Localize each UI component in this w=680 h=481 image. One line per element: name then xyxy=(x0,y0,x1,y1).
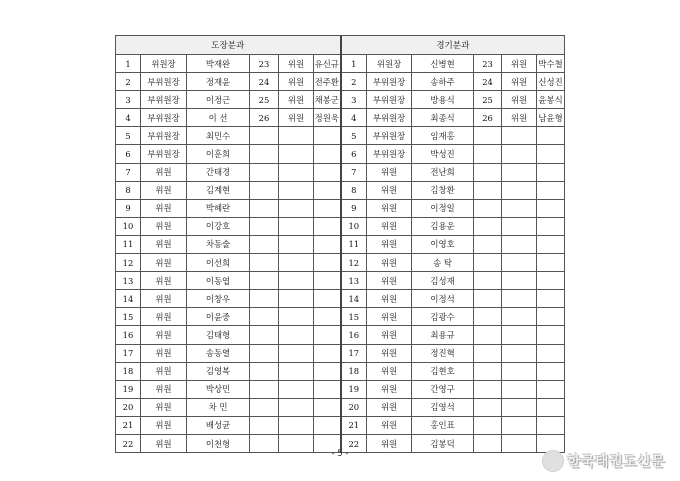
left-no-cell: 18 xyxy=(116,362,141,380)
right-name-2-cell xyxy=(537,217,565,235)
left-role-cell: 부위원장 xyxy=(141,91,187,109)
left-role-cell: 위원 xyxy=(141,181,187,199)
right-no-2-cell xyxy=(474,308,502,326)
page-number: - 5 - xyxy=(331,449,349,459)
right-no-cell: 17 xyxy=(341,344,367,362)
right-role-cell: 위원 xyxy=(367,326,412,344)
left-role-cell: 부위원장 xyxy=(141,127,187,145)
right-no-cell: 6 xyxy=(341,145,367,163)
right-name-2-cell xyxy=(537,362,565,380)
left-role-2-cell xyxy=(279,199,314,217)
left-role-cell: 위원 xyxy=(141,290,187,308)
right-role-cell: 위원 xyxy=(367,163,412,181)
table-row xyxy=(116,145,565,163)
newspaper-emblem-icon xyxy=(542,450,564,472)
left-name-2-cell xyxy=(314,272,341,290)
left-name-cell: 차 민 xyxy=(187,398,250,416)
right-name-cell: 송 탁 xyxy=(412,254,474,272)
right-name-2-cell xyxy=(537,326,565,344)
right-no-2-cell xyxy=(474,163,502,181)
left-no-cell: 17 xyxy=(116,344,141,362)
left-role-2-cell xyxy=(279,416,314,434)
table-row xyxy=(116,416,565,434)
left-name-cell: 이선희 xyxy=(187,254,250,272)
right-role-2-cell: 위원 xyxy=(502,91,537,109)
left-name-2-cell: 정원욱 xyxy=(314,109,341,127)
right-no-2-cell xyxy=(474,127,502,145)
right-role-cell: 부위원장 xyxy=(367,109,412,127)
right-role-2-cell xyxy=(502,235,537,253)
left-role-cell: 부위원장 xyxy=(141,73,187,91)
table-row xyxy=(116,109,565,127)
right-name-cell: 방용식 xyxy=(412,91,474,109)
right-name-cell: 김광수 xyxy=(412,308,474,326)
right-no-2-cell xyxy=(474,362,502,380)
right-no-cell: 7 xyxy=(341,163,367,181)
right-role-cell: 위원 xyxy=(367,416,412,434)
right-name-cell: 임재홍 xyxy=(412,127,474,145)
left-role-2-cell xyxy=(279,290,314,308)
right-no-2-cell xyxy=(474,199,502,217)
right-name-cell: 김성재 xyxy=(412,272,474,290)
left-no-2-cell xyxy=(250,290,279,308)
left-name-2-cell: 유신규 xyxy=(314,55,341,73)
right-no-2-cell xyxy=(474,290,502,308)
left-role-cell: 위원 xyxy=(141,326,187,344)
header-competition-division: 경기분과 xyxy=(341,36,565,55)
left-name-cell: 송동열 xyxy=(187,344,250,362)
left-no-2-cell xyxy=(250,199,279,217)
left-name-cell: 이정근 xyxy=(187,91,250,109)
left-name-2-cell: 전주환 xyxy=(314,73,341,91)
right-name-2-cell xyxy=(537,308,565,326)
left-no-2-cell xyxy=(250,272,279,290)
right-name-cell: 박성진 xyxy=(412,145,474,163)
right-role-cell: 위원 xyxy=(367,362,412,380)
right-role-2-cell xyxy=(502,217,537,235)
left-no-2-cell xyxy=(250,308,279,326)
left-name-cell: 김영복 xyxy=(187,362,250,380)
right-name-2-cell xyxy=(537,290,565,308)
left-name-2-cell: 채봉군 xyxy=(314,91,341,109)
left-role-cell: 부위원장 xyxy=(141,109,187,127)
left-role-2-cell xyxy=(279,181,314,199)
right-name-cell: 이정석 xyxy=(412,290,474,308)
left-no-2-cell: 24 xyxy=(250,73,279,91)
right-role-2-cell xyxy=(502,326,537,344)
right-name-2-cell: 신성진 xyxy=(537,73,565,91)
right-role-2-cell xyxy=(502,344,537,362)
right-name-cell: 김봉덕 xyxy=(412,434,474,452)
left-no-2-cell: 25 xyxy=(250,91,279,109)
right-name-2-cell xyxy=(537,181,565,199)
right-role-2-cell xyxy=(502,416,537,434)
left-name-2-cell xyxy=(314,290,341,308)
left-name-2-cell xyxy=(314,217,341,235)
right-no-cell: 8 xyxy=(341,181,367,199)
left-role-2-cell xyxy=(279,308,314,326)
left-name-2-cell xyxy=(314,398,341,416)
left-name-cell: 이윤중 xyxy=(187,308,250,326)
right-name-2-cell xyxy=(537,416,565,434)
left-role-2-cell xyxy=(279,145,314,163)
watermark-logo xyxy=(542,448,678,474)
right-no-2-cell xyxy=(474,254,502,272)
right-role-cell: 위원 xyxy=(367,235,412,253)
right-no-cell: 11 xyxy=(341,235,367,253)
right-name-cell: 전난희 xyxy=(412,163,474,181)
left-no-2-cell xyxy=(250,362,279,380)
left-role-2-cell xyxy=(279,254,314,272)
right-role-2-cell xyxy=(502,145,537,163)
left-name-2-cell xyxy=(314,308,341,326)
right-name-cell: 김창환 xyxy=(412,181,474,199)
right-name-cell: 정진혁 xyxy=(412,344,474,362)
right-no-2-cell xyxy=(474,235,502,253)
right-no-2-cell xyxy=(474,217,502,235)
right-role-2-cell xyxy=(502,290,537,308)
right-role-2-cell: 위원 xyxy=(502,55,537,73)
left-name-cell: 박재완 xyxy=(187,55,250,73)
left-name-2-cell xyxy=(314,380,341,398)
left-role-cell: 위원 xyxy=(141,235,187,253)
committee-roster-table xyxy=(115,35,565,453)
right-no-2-cell: 25 xyxy=(474,91,502,109)
table-row xyxy=(116,127,565,145)
left-role-cell: 위원 xyxy=(141,434,187,452)
left-role-2-cell xyxy=(279,326,314,344)
right-name-2-cell xyxy=(537,380,565,398)
left-role-2-cell: 위원 xyxy=(279,55,314,73)
table-row xyxy=(116,344,565,362)
table-row xyxy=(116,308,565,326)
right-no-cell: 5 xyxy=(341,127,367,145)
left-role-cell: 위원 xyxy=(141,272,187,290)
left-role-2-cell xyxy=(279,235,314,253)
left-no-cell: 5 xyxy=(116,127,141,145)
left-name-2-cell xyxy=(314,326,341,344)
left-no-cell: 4 xyxy=(116,109,141,127)
table-row xyxy=(116,272,565,290)
right-role-cell: 위원 xyxy=(367,217,412,235)
left-no-cell: 7 xyxy=(116,163,141,181)
right-role-2-cell xyxy=(502,380,537,398)
left-role-cell: 위원 xyxy=(141,362,187,380)
right-no-2-cell xyxy=(474,398,502,416)
watermark-text: 한국태권도신문 xyxy=(567,454,666,470)
left-name-2-cell xyxy=(314,145,341,163)
left-name-cell: 최민수 xyxy=(187,127,250,145)
left-role-cell: 위원 xyxy=(141,217,187,235)
left-role-2-cell: 위원 xyxy=(279,109,314,127)
left-no-cell: 15 xyxy=(116,308,141,326)
left-name-cell: 간태경 xyxy=(187,163,250,181)
right-no-cell: 4 xyxy=(341,109,367,127)
right-no-cell: 3 xyxy=(341,91,367,109)
table-row xyxy=(116,254,565,272)
right-role-2-cell xyxy=(502,181,537,199)
left-no-2-cell xyxy=(250,416,279,434)
right-name-cell: 홍인표 xyxy=(412,416,474,434)
left-no-cell: 19 xyxy=(116,380,141,398)
right-no-2-cell: 26 xyxy=(474,109,502,127)
table-row xyxy=(116,380,565,398)
header-dojang-division: 도장분과 xyxy=(116,36,341,55)
left-no-cell: 22 xyxy=(116,434,141,452)
right-role-2-cell xyxy=(502,398,537,416)
right-no-cell: 15 xyxy=(341,308,367,326)
roster-body xyxy=(116,55,565,453)
right-role-cell: 위원 xyxy=(367,344,412,362)
right-name-cell: 최용규 xyxy=(412,326,474,344)
left-role-2-cell xyxy=(279,344,314,362)
left-no-cell: 10 xyxy=(116,217,141,235)
right-name-2-cell: 박수철 xyxy=(537,55,565,73)
left-no-cell: 21 xyxy=(116,416,141,434)
right-no-cell: 9 xyxy=(341,199,367,217)
right-role-cell: 위원장 xyxy=(367,55,412,73)
left-name-2-cell xyxy=(314,127,341,145)
left-no-2-cell xyxy=(250,235,279,253)
left-name-cell: 이동엽 xyxy=(187,272,250,290)
right-role-cell: 위원 xyxy=(367,290,412,308)
left-name-cell: 이창우 xyxy=(187,290,250,308)
right-role-2-cell xyxy=(502,362,537,380)
right-no-2-cell xyxy=(474,272,502,290)
right-role-2-cell: 위원 xyxy=(502,109,537,127)
right-no-2-cell xyxy=(474,145,502,163)
right-role-2-cell xyxy=(502,254,537,272)
left-name-cell: 정재윤 xyxy=(187,73,250,91)
left-no-cell: 1 xyxy=(116,55,141,73)
right-role-cell: 부위원장 xyxy=(367,127,412,145)
right-role-2-cell xyxy=(502,199,537,217)
right-no-cell: 21 xyxy=(341,416,367,434)
left-no-2-cell xyxy=(250,181,279,199)
left-no-cell: 14 xyxy=(116,290,141,308)
right-role-cell: 위원 xyxy=(367,254,412,272)
right-no-2-cell: 24 xyxy=(474,73,502,91)
right-no-cell: 18 xyxy=(341,362,367,380)
right-name-2-cell xyxy=(537,199,565,217)
left-role-2-cell xyxy=(279,362,314,380)
left-name-cell: 박혜란 xyxy=(187,199,250,217)
left-name-2-cell xyxy=(314,235,341,253)
right-no-cell: 20 xyxy=(341,398,367,416)
right-name-cell: 김영석 xyxy=(412,398,474,416)
left-name-2-cell xyxy=(314,416,341,434)
left-no-cell: 11 xyxy=(116,235,141,253)
table-row xyxy=(116,326,565,344)
left-role-cell: 위원 xyxy=(141,380,187,398)
right-name-cell: 신병현 xyxy=(412,55,474,73)
right-name-cell: 김현호 xyxy=(412,362,474,380)
right-no-2-cell xyxy=(474,416,502,434)
right-role-cell: 부위원장 xyxy=(367,91,412,109)
right-name-cell: 간영구 xyxy=(412,380,474,398)
right-name-2-cell xyxy=(537,163,565,181)
left-role-cell: 위원 xyxy=(141,398,187,416)
left-name-cell: 차동술 xyxy=(187,235,250,253)
left-no-cell: 12 xyxy=(116,254,141,272)
right-name-2-cell xyxy=(537,145,565,163)
left-no-2-cell: 26 xyxy=(250,109,279,127)
right-name-cell: 최종식 xyxy=(412,109,474,127)
table-row xyxy=(116,290,565,308)
right-name-2-cell xyxy=(537,254,565,272)
table-row xyxy=(116,91,565,109)
right-no-cell: 13 xyxy=(341,272,367,290)
left-name-cell: 이천형 xyxy=(187,434,250,452)
right-role-2-cell xyxy=(502,272,537,290)
right-role-2-cell xyxy=(502,163,537,181)
left-name-cell: 이강호 xyxy=(187,217,250,235)
right-name-2-cell xyxy=(537,272,565,290)
right-name-2-cell xyxy=(537,235,565,253)
right-name-2-cell xyxy=(537,127,565,145)
left-role-cell: 위원 xyxy=(141,308,187,326)
right-no-2-cell xyxy=(474,326,502,344)
right-role-cell: 부위원장 xyxy=(367,73,412,91)
right-no-2-cell xyxy=(474,181,502,199)
left-name-2-cell xyxy=(314,181,341,199)
left-role-2-cell xyxy=(279,380,314,398)
table-row xyxy=(116,398,565,416)
left-no-2-cell: 23 xyxy=(250,55,279,73)
left-role-cell: 위원장 xyxy=(141,55,187,73)
right-no-2-cell: 23 xyxy=(474,55,502,73)
right-name-cell: 이영호 xyxy=(412,235,474,253)
right-no-cell: 2 xyxy=(341,73,367,91)
left-role-cell: 위원 xyxy=(141,254,187,272)
left-no-cell: 8 xyxy=(116,181,141,199)
right-no-cell: 22 xyxy=(341,434,367,452)
left-no-cell: 9 xyxy=(116,199,141,217)
right-role-cell: 부위원장 xyxy=(367,145,412,163)
right-role-cell: 위원 xyxy=(367,308,412,326)
left-no-2-cell xyxy=(250,163,279,181)
left-no-2-cell xyxy=(250,254,279,272)
right-name-2-cell: 윤봉식 xyxy=(537,91,565,109)
left-no-cell: 2 xyxy=(116,73,141,91)
left-no-2-cell xyxy=(250,398,279,416)
left-role-cell: 위원 xyxy=(141,416,187,434)
table-header-row xyxy=(116,36,565,55)
right-no-cell: 14 xyxy=(341,290,367,308)
table-row xyxy=(116,235,565,253)
left-role-2-cell xyxy=(279,217,314,235)
table-row xyxy=(116,181,565,199)
left-role-cell: 위원 xyxy=(141,344,187,362)
left-no-cell: 13 xyxy=(116,272,141,290)
right-role-2-cell: 위원 xyxy=(502,73,537,91)
left-name-cell: 이 선 xyxy=(187,109,250,127)
table-row xyxy=(116,199,565,217)
right-role-cell: 위원 xyxy=(367,380,412,398)
right-no-cell: 10 xyxy=(341,217,367,235)
right-no-cell: 16 xyxy=(341,326,367,344)
left-name-cell: 박상민 xyxy=(187,380,250,398)
left-no-cell: 20 xyxy=(116,398,141,416)
left-no-2-cell xyxy=(250,127,279,145)
right-role-2-cell xyxy=(502,308,537,326)
right-role-cell: 위원 xyxy=(367,199,412,217)
left-role-2-cell xyxy=(279,272,314,290)
table-row xyxy=(116,217,565,235)
right-role-cell: 위원 xyxy=(367,181,412,199)
left-name-cell: 김계현 xyxy=(187,181,250,199)
right-name-cell: 김용운 xyxy=(412,217,474,235)
left-name-2-cell xyxy=(314,344,341,362)
left-no-2-cell xyxy=(250,145,279,163)
right-name-cell: 이정일 xyxy=(412,199,474,217)
left-no-cell: 6 xyxy=(116,145,141,163)
right-no-2-cell xyxy=(474,344,502,362)
left-no-2-cell xyxy=(250,326,279,344)
left-name-2-cell xyxy=(314,163,341,181)
right-no-2-cell xyxy=(474,380,502,398)
left-name-2-cell xyxy=(314,254,341,272)
right-name-2-cell: 남윤형 xyxy=(537,109,565,127)
right-no-cell: 12 xyxy=(341,254,367,272)
left-role-2-cell: 위원 xyxy=(279,91,314,109)
table-row xyxy=(116,73,565,91)
left-name-cell: 김태형 xyxy=(187,326,250,344)
left-name-cell: 배성균 xyxy=(187,416,250,434)
right-no-cell: 1 xyxy=(341,55,367,73)
left-role-2-cell xyxy=(279,163,314,181)
left-role-cell: 부위원장 xyxy=(141,145,187,163)
right-role-cell: 위원 xyxy=(367,272,412,290)
left-no-2-cell xyxy=(250,217,279,235)
left-no-cell: 3 xyxy=(116,91,141,109)
right-role-cell: 위원 xyxy=(367,398,412,416)
left-role-cell: 위원 xyxy=(141,199,187,217)
left-no-2-cell xyxy=(250,344,279,362)
left-role-2-cell: 위원 xyxy=(279,73,314,91)
left-role-2-cell xyxy=(279,398,314,416)
left-name-2-cell xyxy=(314,199,341,217)
table-row xyxy=(116,163,565,181)
table-row xyxy=(116,362,565,380)
right-name-2-cell xyxy=(537,398,565,416)
right-name-2-cell xyxy=(537,344,565,362)
right-role-cell: 위원 xyxy=(367,434,412,452)
right-role-2-cell xyxy=(502,127,537,145)
right-no-cell: 19 xyxy=(341,380,367,398)
right-name-cell: 송하주 xyxy=(412,73,474,91)
left-no-2-cell xyxy=(250,380,279,398)
table-row xyxy=(116,55,565,73)
left-role-cell: 위원 xyxy=(141,163,187,181)
left-name-cell: 이훈희 xyxy=(187,145,250,163)
left-name-2-cell xyxy=(314,362,341,380)
left-role-2-cell xyxy=(279,127,314,145)
left-no-cell: 16 xyxy=(116,326,141,344)
